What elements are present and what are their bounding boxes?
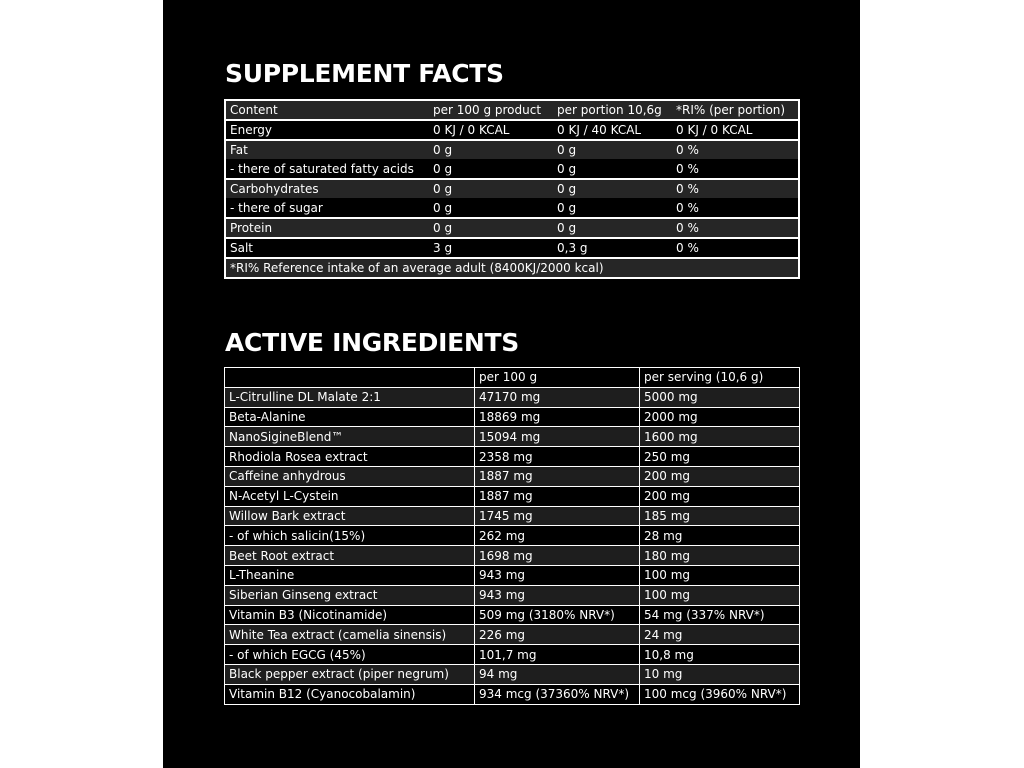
table-cell: 934 mcg (37360% NRV*) xyxy=(475,684,640,704)
table-row xyxy=(225,684,800,704)
table-cell: 5000 mg xyxy=(640,387,800,407)
table-cell: 100 mg xyxy=(640,565,800,585)
table-row xyxy=(225,585,800,605)
table-cell: Beta-Alanine xyxy=(225,407,475,427)
table-cell: Siberian Ginseng extract xyxy=(225,585,475,605)
table-row xyxy=(225,120,799,140)
table-cell: per 100 g xyxy=(475,368,640,388)
table-cell: 226 mg xyxy=(475,625,640,645)
table-cell: 101,7 mg xyxy=(475,645,640,665)
table-cell: 0 g xyxy=(429,198,553,218)
table-cell: NanoSigineBlend™ xyxy=(225,427,475,447)
table-cell: 200 mg xyxy=(640,486,800,506)
table-cell: - there of saturated fatty acids xyxy=(225,159,429,179)
table-cell: N-Acetyl L-Cystein xyxy=(225,486,475,506)
table-cell: 100 mcg (3960% NRV*) xyxy=(640,684,800,704)
table-row xyxy=(225,407,800,427)
table-cell: 1698 mg xyxy=(475,546,640,566)
table-cell: 0 g xyxy=(429,179,553,198)
table-row xyxy=(225,625,800,645)
table-cell: 0 KJ / 0 KCAL xyxy=(672,120,799,140)
table-cell xyxy=(225,368,475,388)
table-cell: per serving (10,6 g) xyxy=(640,368,800,388)
table-row xyxy=(225,447,800,467)
table-footnote-row xyxy=(225,258,799,278)
table-cell: *RI% (per portion) xyxy=(672,100,799,120)
table-cell: 47170 mg xyxy=(475,387,640,407)
supplement-facts-table xyxy=(224,99,800,279)
table-row xyxy=(225,664,800,684)
table-cell: Carbohydrates xyxy=(225,179,429,198)
table-cell: 943 mg xyxy=(475,565,640,585)
table-cell: 185 mg xyxy=(640,506,800,526)
table-row xyxy=(225,565,800,585)
table-cell: 0 g xyxy=(553,198,672,218)
table-row xyxy=(225,506,800,526)
table-cell: 180 mg xyxy=(640,546,800,566)
table-cell: per 100 g product xyxy=(429,100,553,120)
table-row xyxy=(225,486,800,506)
table-cell: Content xyxy=(225,100,429,120)
table-cell: Black pepper extract (piper negrum) xyxy=(225,664,475,684)
table-cell: 1745 mg xyxy=(475,506,640,526)
table-cell: 262 mg xyxy=(475,526,640,546)
table-cell: 0 % xyxy=(672,198,799,218)
table-cell: Rhodiola Rosea extract xyxy=(225,447,475,467)
table-cell: 10,8 mg xyxy=(640,645,800,665)
table-cell: 0 KJ / 40 KCAL xyxy=(553,120,672,140)
active-ingredients-table xyxy=(224,367,800,705)
table-cell: 15094 mg xyxy=(475,427,640,447)
table-cell: Vitamin B3 (Nicotinamide) xyxy=(225,605,475,625)
table-row xyxy=(225,179,799,198)
table-cell: Beet Root extract xyxy=(225,546,475,566)
table-cell: - there of sugar xyxy=(225,198,429,218)
table-row xyxy=(225,645,800,665)
table-cell: 0 % xyxy=(672,159,799,179)
table-cell: 0,3 g xyxy=(553,238,672,258)
table-cell: L-Citrulline DL Malate 2:1 xyxy=(225,387,475,407)
active-ingredients-title: ACTIVE INGREDIENTS xyxy=(225,328,519,357)
table-cell: 1600 mg xyxy=(640,427,800,447)
table-cell: 3 g xyxy=(429,238,553,258)
table-cell: Protein xyxy=(225,218,429,238)
table-cell: Energy xyxy=(225,120,429,140)
table-cell: 0 % xyxy=(672,179,799,198)
table-row xyxy=(225,387,800,407)
table-cell: 0 % xyxy=(672,218,799,238)
table-cell: 2358 mg xyxy=(475,447,640,467)
table-cell: 94 mg xyxy=(475,664,640,684)
table-cell: 0 g xyxy=(553,140,672,159)
table-row xyxy=(225,427,800,447)
table-cell: 1887 mg xyxy=(475,466,640,486)
table-row xyxy=(225,218,799,238)
table-cell: Vitamin B12 (Cyanocobalamin) xyxy=(225,684,475,704)
table-cell: 0 % xyxy=(672,238,799,258)
table-cell: 250 mg xyxy=(640,447,800,467)
table-cell: 18869 mg xyxy=(475,407,640,427)
table-cell: 0 g xyxy=(553,159,672,179)
table-row xyxy=(225,526,800,546)
table-cell: - of which EGCG (45%) xyxy=(225,645,475,665)
table-cell: 0 g xyxy=(429,218,553,238)
table-cell: Caffeine anhydrous xyxy=(225,466,475,486)
table-row xyxy=(225,140,799,159)
table-cell: per portion 10,6g xyxy=(553,100,672,120)
table-row xyxy=(225,605,800,625)
table-cell: 1887 mg xyxy=(475,486,640,506)
table-cell: 0 KJ / 0 KCAL xyxy=(429,120,553,140)
table-cell: 0 g xyxy=(429,159,553,179)
table-cell: 943 mg xyxy=(475,585,640,605)
table-cell: 0 g xyxy=(553,179,672,198)
table-cell: 28 mg xyxy=(640,526,800,546)
table-cell: 54 mg (337% NRV*) xyxy=(640,605,800,625)
table-row xyxy=(225,198,799,218)
table-row xyxy=(225,466,800,486)
table-cell: 10 mg xyxy=(640,664,800,684)
table-row xyxy=(225,159,799,179)
table-cell: Salt xyxy=(225,238,429,258)
table-cell: 0 g xyxy=(553,218,672,238)
table-row xyxy=(225,546,800,566)
table-cell: - of which salicin(15%) xyxy=(225,526,475,546)
table-cell: 2000 mg xyxy=(640,407,800,427)
table-cell: Willow Bark extract xyxy=(225,506,475,526)
table-cell: 509 mg (3180% NRV*) xyxy=(475,605,640,625)
supplement-facts-title: SUPPLEMENT FACTS xyxy=(225,59,504,88)
table-cell: *RI% Reference intake of an average adult (8400KJ/2000 kcal) xyxy=(225,258,799,278)
table-cell: 100 mg xyxy=(640,585,800,605)
table-cell: 0 % xyxy=(672,140,799,159)
table-cell: White Tea extract (camelia sinensis) xyxy=(225,625,475,645)
table-header-row xyxy=(225,100,799,120)
table-cell: 200 mg xyxy=(640,466,800,486)
table-cell: 0 g xyxy=(429,140,553,159)
table-cell: 24 mg xyxy=(640,625,800,645)
table-cell: L-Theanine xyxy=(225,565,475,585)
table-row xyxy=(225,238,799,258)
table-header-row xyxy=(225,368,800,388)
table-cell: Fat xyxy=(225,140,429,159)
